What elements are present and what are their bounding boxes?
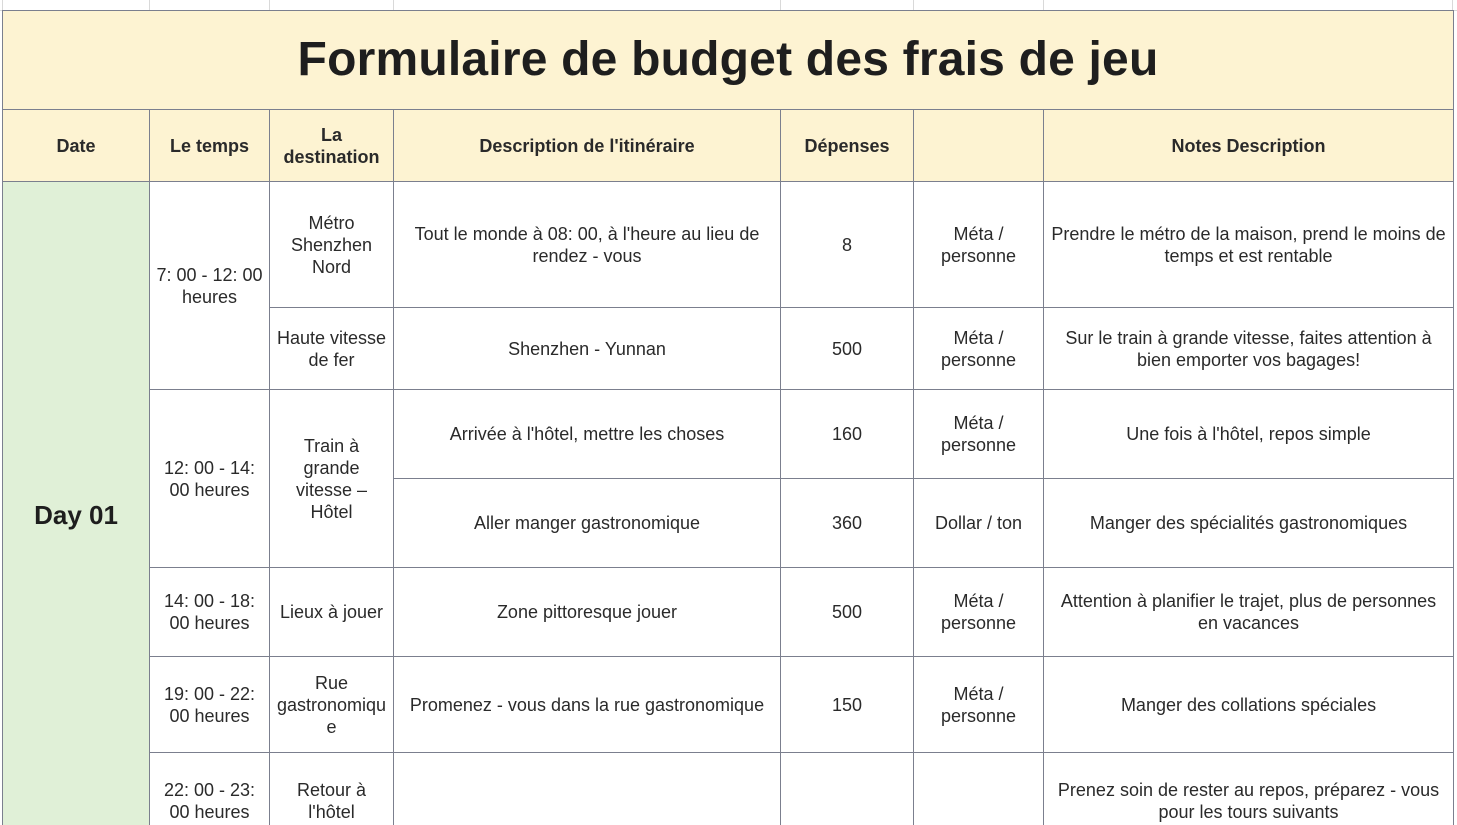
- destination-cell[interactable]: Métro Shenzhen Nord: [270, 182, 394, 308]
- description-cell[interactable]: Tout le monde à 08: 00, à l'heure au lieu de rendez - vous: [394, 182, 781, 308]
- notes-cell[interactable]: Attention à planifier le trajet, plus de personnes en vacances: [1044, 568, 1454, 657]
- destination-cell[interactable]: Train à grande vitesse – Hôtel: [270, 390, 394, 568]
- notes-cell[interactable]: Prendre le métro de la maison, prend le moins de temps et est rentable: [1044, 182, 1454, 308]
- expense-cell[interactable]: 150: [781, 657, 914, 753]
- unit-cell[interactable]: [914, 753, 1044, 825]
- header-unit[interactable]: [914, 110, 1044, 182]
- unit-cell[interactable]: Méta / personne: [914, 657, 1044, 753]
- destination-cell[interactable]: Haute vitesse de fer: [270, 308, 394, 390]
- expense-cell[interactable]: 360: [781, 479, 914, 568]
- description-cell[interactable]: Zone pittoresque jouer: [394, 568, 781, 657]
- unit-cell[interactable]: Méta / personne: [914, 390, 1044, 479]
- table-row: [3, 753, 1454, 825]
- notes-cell[interactable]: Prenez soin de rester au repos, préparez - vous pour les tours suivants: [1044, 753, 1454, 825]
- time-cell[interactable]: 14: 00 - 18: 00 heures: [150, 568, 270, 657]
- time-cell[interactable]: 19: 00 - 22: 00 heures: [150, 657, 270, 753]
- header-destination[interactable]: La destination: [270, 110, 394, 182]
- header-time[interactable]: Le temps: [150, 110, 270, 182]
- time-cell[interactable]: 12: 00 - 14: 00 heures: [150, 390, 270, 568]
- expense-cell[interactable]: 500: [781, 308, 914, 390]
- header-date[interactable]: Date: [3, 110, 150, 182]
- description-cell[interactable]: Shenzhen - Yunnan: [394, 308, 781, 390]
- table-row: [3, 568, 1454, 657]
- description-cell[interactable]: [394, 753, 781, 825]
- header-row: [3, 110, 1454, 182]
- header-description[interactable]: Description de l'itinéraire: [394, 110, 781, 182]
- description-cell[interactable]: Promenez - vous dans la rue gastronomique: [394, 657, 781, 753]
- header-expenses[interactable]: Dépenses: [781, 110, 914, 182]
- table-row: [3, 182, 1454, 308]
- sheet-title[interactable]: Formulaire de budget des frais de jeu: [3, 11, 1454, 110]
- time-cell[interactable]: 22: 00 - 23: 00 heures: [150, 753, 270, 825]
- expense-cell[interactable]: 160: [781, 390, 914, 479]
- destination-cell[interactable]: Retour à l'hôtel: [270, 753, 394, 825]
- expense-cell[interactable]: 8: [781, 182, 914, 308]
- unit-cell[interactable]: Méta / personne: [914, 308, 1044, 390]
- header-notes[interactable]: Notes Description: [1044, 110, 1454, 182]
- notes-cell[interactable]: Manger des spécialités gastronomiques: [1044, 479, 1454, 568]
- description-cell[interactable]: Aller manger gastronomique: [394, 479, 781, 568]
- day-cell[interactable]: Day 01: [3, 182, 150, 825]
- notes-cell[interactable]: Une fois à l'hôtel, repos simple: [1044, 390, 1454, 479]
- unit-cell[interactable]: Méta / personne: [914, 182, 1044, 308]
- notes-cell[interactable]: Manger des collations spéciales: [1044, 657, 1454, 753]
- notes-cell[interactable]: Sur le train à grande vitesse, faites attention à bien emporter vos bagages!: [1044, 308, 1454, 390]
- unit-cell[interactable]: Dollar / ton: [914, 479, 1044, 568]
- table-row: [3, 657, 1454, 753]
- expense-cell[interactable]: 500: [781, 568, 914, 657]
- unit-cell[interactable]: Méta / personne: [914, 568, 1044, 657]
- destination-cell[interactable]: Rue gastronomique: [270, 657, 394, 753]
- destination-cell[interactable]: Lieux à jouer: [270, 568, 394, 657]
- budget-table: [2, 10, 1454, 825]
- table-row: [3, 390, 1454, 479]
- expense-cell[interactable]: [781, 753, 914, 825]
- time-cell[interactable]: 7: 00 - 12: 00 heures: [150, 182, 270, 390]
- description-cell[interactable]: Arrivée à l'hôtel, mettre les choses: [394, 390, 781, 479]
